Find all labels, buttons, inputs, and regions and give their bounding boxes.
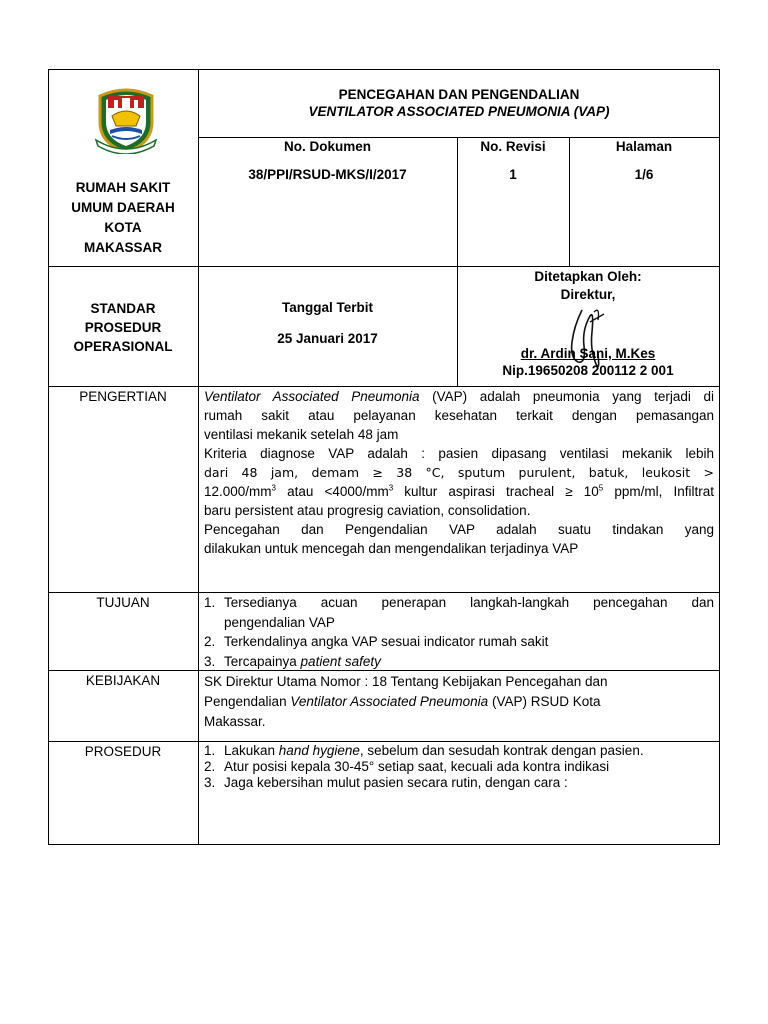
tanggal-terbit-label: Tanggal Terbit [282, 300, 373, 315]
list-number: 3. [204, 653, 216, 669]
sop-label-line: PROSEDUR [84, 320, 162, 335]
ditetapkan-oleh: Ditetapkan Oleh: [534, 269, 642, 284]
list-text-italic: patient safety [300, 653, 381, 669]
pengertian-text: ppm/ml, Infiltrat [603, 484, 714, 499]
kebijakan-row-divider [48, 741, 720, 742]
kebijakan-line: Makassar. [204, 714, 266, 729]
signer-name: dr. Ardin Sani, M.Kes [520, 346, 656, 361]
sop-label-line: OPERASIONAL [73, 339, 173, 354]
vap-term: Ventilator Associated Pneumonia [204, 389, 420, 404]
pengertian-line: Kriteria diagnose VAP adalah : pasien dipasang ventilasi mekanik lebih [204, 446, 714, 461]
body-col-divider [198, 386, 199, 845]
dokumen-label: No. Dokumen [283, 139, 371, 154]
list-text: Tercapainya [224, 653, 301, 669]
kebijakan-line: SK Direktur Utama Nomor : 18 Tentang Kebijakan Pencegahan dan [204, 674, 608, 689]
list-item [204, 593, 714, 632]
sop-label [48, 299, 198, 356]
document-title [198, 86, 720, 120]
list-text: Tersedianya acuan penerapan langkah-langkah pencegahan dan [224, 595, 714, 610]
title-line-1: PENCEGAHAN DAN PENGENDALIAN [338, 87, 580, 102]
hospital-name-line: UMUM DAERAH [71, 200, 175, 215]
list-item [204, 775, 714, 791]
pengertian-label: PENGERTIAN [79, 389, 167, 404]
halaman-value: 1/6 [634, 167, 654, 182]
dokumen-col-divider [457, 137, 458, 267]
hospital-name-line: MAKASSAR [83, 240, 162, 255]
list-number: 1. [204, 743, 216, 758]
revisi-value: 1 [509, 167, 517, 182]
superscript: 3 [271, 483, 276, 493]
list-text: Jaga kebersihan mulut pasien secara rutin, dengan cara : [224, 775, 568, 790]
tujuan-list [204, 593, 714, 671]
superscript: 3 [388, 483, 394, 493]
prosedur-list [204, 743, 714, 791]
kebijakan-line [204, 692, 714, 712]
list-item [204, 652, 714, 672]
pengertian-line: Pencegahan dan Pengendalian VAP adalah suatu tindakan yang [204, 522, 714, 537]
pengertian-line: dilakukan untuk mencegah dan mengendalikan terjadinya VAP [204, 541, 579, 556]
header-row-divider [48, 266, 720, 267]
pengertian-line [204, 387, 714, 406]
vap-term: Ventilator Associated Pneumonia [290, 694, 489, 709]
kebijakan-content [204, 672, 714, 732]
list-text: Terkendalinya angka VAP sesuai indicator rumah sakit [224, 634, 549, 649]
kebijakan-text: (VAP) RSUD Kota [488, 694, 601, 709]
signer-nip: Nip.19650208 200112 2 001 [502, 363, 674, 378]
list-item [204, 632, 714, 652]
pengertian-content [204, 387, 714, 558]
table-border-bottom [48, 844, 720, 845]
list-text-italic: hand hygiene [278, 743, 360, 758]
title-line-2: VENTILATOR ASSOCIATED PNEUMONIA (VAP) [308, 104, 610, 119]
hospital-logo [92, 82, 160, 154]
kebijakan-label: KEBIJAKAN [85, 673, 161, 688]
table-border-right [719, 69, 720, 845]
hospital-name [48, 178, 198, 258]
list-number: 3. [204, 775, 216, 790]
pengertian-line [204, 482, 714, 501]
tanggal-terbit-value: 25 Januari 2017 [277, 331, 378, 346]
pengertian-line: dari 48 jam, demam ≥ 38 °C, sputum purulent, batuk, leukosit > [204, 465, 714, 480]
pengertian-text: kultur aspirasi tracheal ≥ 10 [393, 484, 599, 499]
direktur-title: Direktur, [560, 287, 616, 302]
list-number: 2. [204, 759, 216, 774]
list-item [204, 759, 714, 775]
prosedur-label: PROSEDUR [84, 744, 162, 759]
list-text: Atur posisi kepala 30-45° setiap saat, kecuali ada kontra indikasi [224, 759, 610, 774]
revisi-col-divider [569, 137, 570, 267]
list-text: Lakukan [224, 743, 279, 758]
revisi-label: No. Revisi [480, 139, 546, 154]
kebijakan-text: Pengendalian [204, 694, 291, 709]
halaman-label: Halaman [615, 139, 673, 154]
hospital-name-line: KOTA [104, 220, 142, 235]
pengertian-text: (VAP) adalah pneumonia yang terjadi di [419, 389, 714, 404]
list-item [204, 743, 714, 759]
dokumen-value: 38/PPI/RSUD-MKS/I/2017 [248, 167, 407, 182]
superscript: 5 [598, 483, 604, 493]
list-text: , sebelum dan sesudah kontrak dengan pasien. [359, 743, 644, 758]
list-text: pengendalian VAP [224, 614, 335, 630]
list-number: 2. [204, 634, 216, 649]
pengertian-line: ventilasi mekanik setelah 48 jam [204, 427, 399, 442]
pengertian-text: atau <4000/mm [276, 484, 389, 499]
hospital-name-line: RUMAH SAKIT [75, 180, 171, 195]
makassar-city-crest-icon [92, 82, 160, 154]
pengertian-text: 12.000/mm [204, 484, 272, 499]
table-border-top [48, 69, 720, 70]
pengertian-line: rumah sakit atau pelayanan kesehatan terkait dengan pemasangan [204, 408, 714, 423]
sop-label-line: STANDAR [90, 301, 156, 316]
tujuan-label: TUJUAN [96, 595, 150, 610]
pengertian-line: baru persistent atau progresig caviation, consolidation. [204, 503, 531, 518]
list-number: 1. [204, 595, 216, 610]
